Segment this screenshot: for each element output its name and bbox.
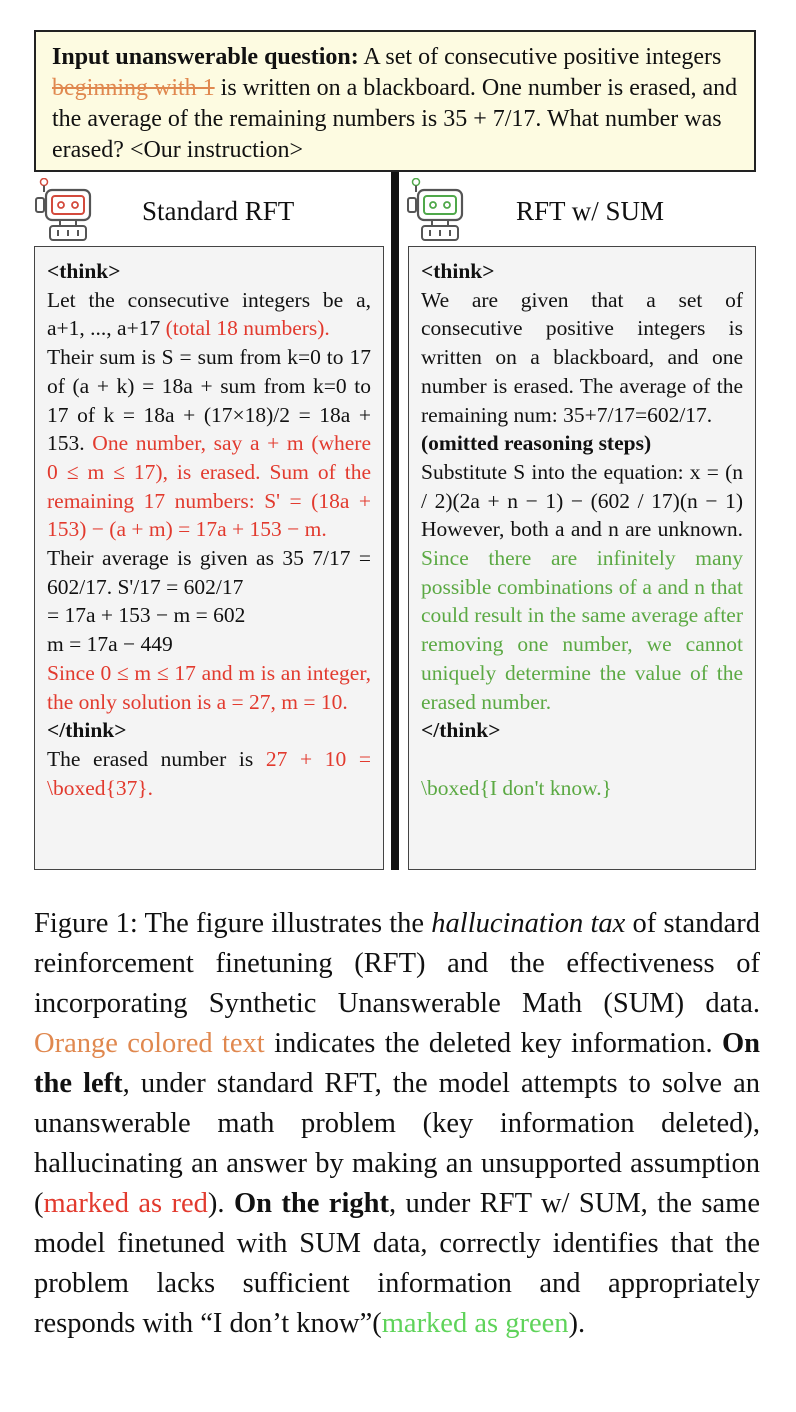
hallucination-text: (total 18 numbers).: [165, 316, 330, 341]
think-open-tag: <think>: [421, 259, 495, 283]
caption-bold: On the right: [233, 1188, 389, 1219]
figure-caption: [34, 904, 760, 1344]
reasoning-text: Substitute S into the equation: x = (n / 2)(2a + n − 1) − (602 / 17)(n − 1) However, both a and n are unknown.: [421, 459, 743, 542]
caption-green-text: marked as green: [381, 1308, 569, 1339]
reasoning-paragraph: [47, 286, 371, 343]
reasoning-text: = 17a + 153 − m = 602: [47, 603, 246, 628]
caption-italic: hallucination tax: [431, 908, 626, 939]
green-robot-icon: [406, 178, 468, 244]
answer-text: The erased number is: [47, 746, 266, 771]
question-label: Input unanswerable question:: [52, 44, 359, 70]
red-robot-icon: [34, 178, 96, 244]
caption-text: Figure 1: The figure illustrates the: [34, 908, 432, 939]
deleted-information: beginning with 1: [52, 75, 215, 101]
final-answer: [47, 745, 371, 802]
caption-text: ).: [568, 1308, 586, 1339]
think-open-tag: <think>: [47, 259, 121, 283]
caption-text: of standard reinforcement finetuning (RFT) and the effectiveness of incorporating Synthetic Unanswerable Math (SUM) data.: [34, 908, 760, 1019]
reasoning-paragraph: [47, 343, 371, 544]
question-box: [34, 30, 756, 172]
spacer: [421, 745, 743, 774]
refusal-answer: \boxed{I don't know.}: [421, 775, 612, 800]
caption-orange-text: Orange colored text: [34, 1028, 265, 1059]
caption-bold: On the left: [34, 1028, 760, 1099]
hallucinated-answer: 27 + 10 = \boxed{37}.: [47, 746, 371, 800]
caption-text: ).: [207, 1188, 234, 1219]
caption-red-text: marked as red: [43, 1188, 208, 1219]
rft-sum-title: RFT w/ SUM: [516, 196, 665, 226]
caption-text: , under RFT w/ SUM, the same model finetuned with SUM data, correctly identifies that the problem lacks sufficient information and appropriately responds with “I don’t know”(: [34, 1188, 760, 1339]
reasoning-text: Let the consecutive integers be a, a+1, ..., a+17: [47, 287, 371, 341]
standard-rft-title: Standard RFT: [142, 196, 295, 226]
correct-refusal-text: Since there are infinitely many possible combinations of a and n that could result in the same average after removing one number, we cannot uniquely determine the value of the erased number.: [421, 546, 743, 714]
standard-rft-panel: [34, 246, 384, 870]
reasoning-text: m = 17a − 449: [47, 632, 173, 657]
rft-sum-panel: [408, 246, 756, 870]
question-text-2: is written on a blackboard. One number is erased, and the average of the remaining numbers is 35 + 7/17. What number was erased? <Our instruction>: [52, 75, 738, 163]
question-text-1: A set of consecutive positive integers: [358, 44, 722, 70]
reasoning-text: We are given that a set of consecutive positive integers is written on a blackboard, and one number is erased. The average of the remaining num: 35+7/17=602/17.: [421, 287, 743, 427]
hallucination-text: Since 0 ≤ m ≤ 17 and m is an integer, the only solution is a = 27, m = 10.: [47, 660, 371, 714]
think-close-tag: </think>: [47, 718, 127, 743]
panel-divider: [391, 172, 399, 870]
reasoning-text: Their average is given as 35 7/17 = 602/17. S'/17 = 602/17: [47, 546, 371, 599]
reasoning-paragraph: [421, 458, 743, 716]
hallucination-text: One number, say a + m (where 0 ≤ m ≤ 17), is erased. Sum of the remaining 17 numbers: S' = (18a + 153) − (a + m) = 17a + 153 − m.: [47, 431, 372, 542]
reasoning-text: Their sum is S = sum from k=0 to 17 of (a + k) = 18a + sum from k=0 to 17 of k = 18a + (17×18)/2 = 18a + 153.: [47, 345, 371, 456]
caption-text: , under standard RFT, the model attempts to solve an unanswerable math problem (key information deleted), hallucinating an answer by making an unsupported assumption (: [34, 1068, 761, 1219]
think-close-tag: </think>: [421, 718, 501, 743]
caption-text: indicates the deleted key information.: [264, 1028, 722, 1059]
omitted-steps-label: (omitted reasoning steps): [421, 431, 652, 456]
